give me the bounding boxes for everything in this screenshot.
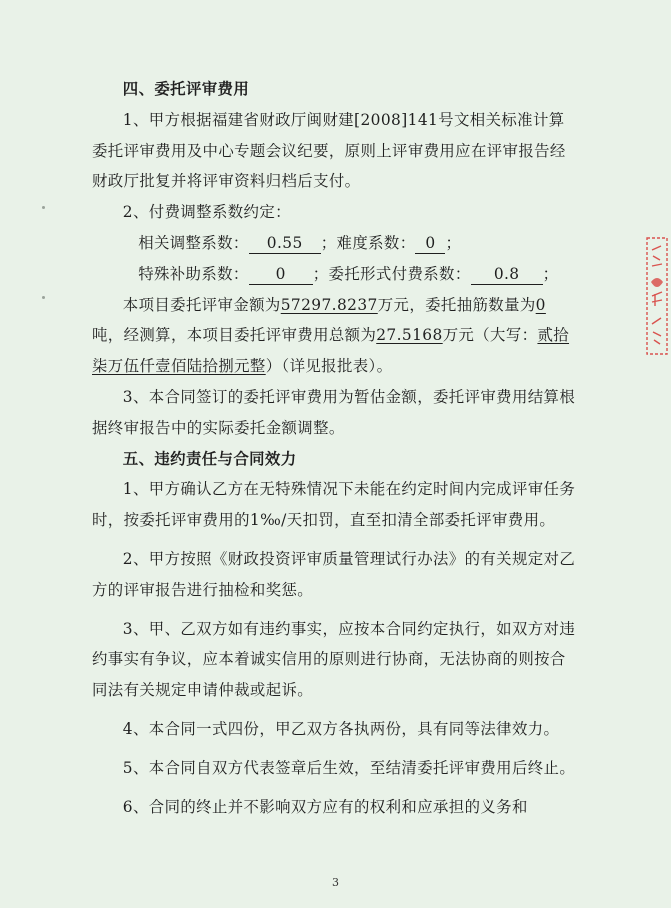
caps-label: 万元（大写： — [442, 326, 538, 345]
subsidy-coef-value: 0 — [249, 264, 313, 285]
subsidy-coef-label: 特殊补助系数： — [138, 264, 249, 283]
section4-para2: 2、付费调整系数约定： — [122, 203, 291, 222]
scan-speck — [42, 206, 45, 209]
section4-para3 — [92, 290, 577, 382]
section4-para1: 1、甲方根据福建省财政厅闽财建[2008]141号文相关标准计算委托评审费用及中心专题会议纪要，原则上评审费用应在评审报告经财政厅批复并将评审资料归档后支付。 — [92, 110, 566, 191]
page-number: 3 — [332, 876, 339, 889]
line2-end: ； — [542, 264, 559, 283]
difficulty-coef-label: ；难度系数： — [320, 233, 416, 252]
coefficients-line2 — [92, 259, 577, 290]
related-coef-value: 0.55 — [249, 233, 321, 254]
form-coef-label: ；委托形式付费系数： — [312, 264, 471, 283]
tons-label: 万元，委托抽筋数量为 — [377, 295, 536, 314]
line1-end: ； — [445, 233, 462, 252]
section4-para4: 3、本合同签订的委托评审费用为暂估金额，委托评审费用结算根据终审报告中的实际委托金额调整。 — [92, 387, 576, 437]
review-amount: 57297.8237 — [280, 295, 378, 314]
section5-item: 2、甲方按照《财政投资评审质量管理试行办法》的有关规定对乙方的评审报告进行抽检和奖惩。 — [92, 549, 576, 599]
section4-title: 四、委托评审费用 — [122, 80, 250, 98]
related-coef-label: 相关调整系数： — [138, 233, 249, 252]
fee-label: 吨，经测算，本项目委托评审费用总额为 — [92, 326, 377, 345]
section5-item: 6、合同的终止并不影响双方应有的权利和应承担的义务和 — [122, 797, 528, 816]
scan-speck — [42, 296, 45, 299]
section5-item: 1、甲方确认乙方在无特殊情况下未能在约定时间内完成评审任务时，按委托评审费用的1‰/天扣罚，直至扣清全部委托评审费用。 — [92, 480, 576, 530]
section5-item: 4、本合同一式四份，甲乙双方各执两份，具有同等法律效力。 — [122, 719, 560, 738]
coefficients-line1 — [92, 228, 577, 259]
amount-label: 本项目委托评审金额为 — [122, 295, 281, 314]
form-coef-value: 0.8 — [471, 264, 543, 285]
para3-end: ）（详见报批表）。 — [265, 357, 393, 376]
section5-item: 5、本合同自双方代表签章后生效，至结清委托评审费用后终止。 — [122, 758, 576, 777]
tons-value: 0 — [535, 295, 546, 314]
contract-body — [92, 74, 577, 822]
section5-title: 五、违约责任与合同效力 — [122, 449, 297, 468]
seal-stamp-icon — [646, 236, 668, 356]
fee-total: 27.5168 — [376, 326, 443, 345]
fee-in-words: 贰拾柒万伍仟壹佰陆拾捌元整 — [92, 326, 570, 376]
difficulty-coef-value: 0 — [415, 233, 445, 254]
section5-item: 3、甲、乙双方如有违约事实，应按本合同约定执行，如双方对违约事实有争议，应本着诚实信用的原则进行协商，无法协商的则按合同法有关规定申请仲裁或起诉。 — [92, 619, 576, 700]
